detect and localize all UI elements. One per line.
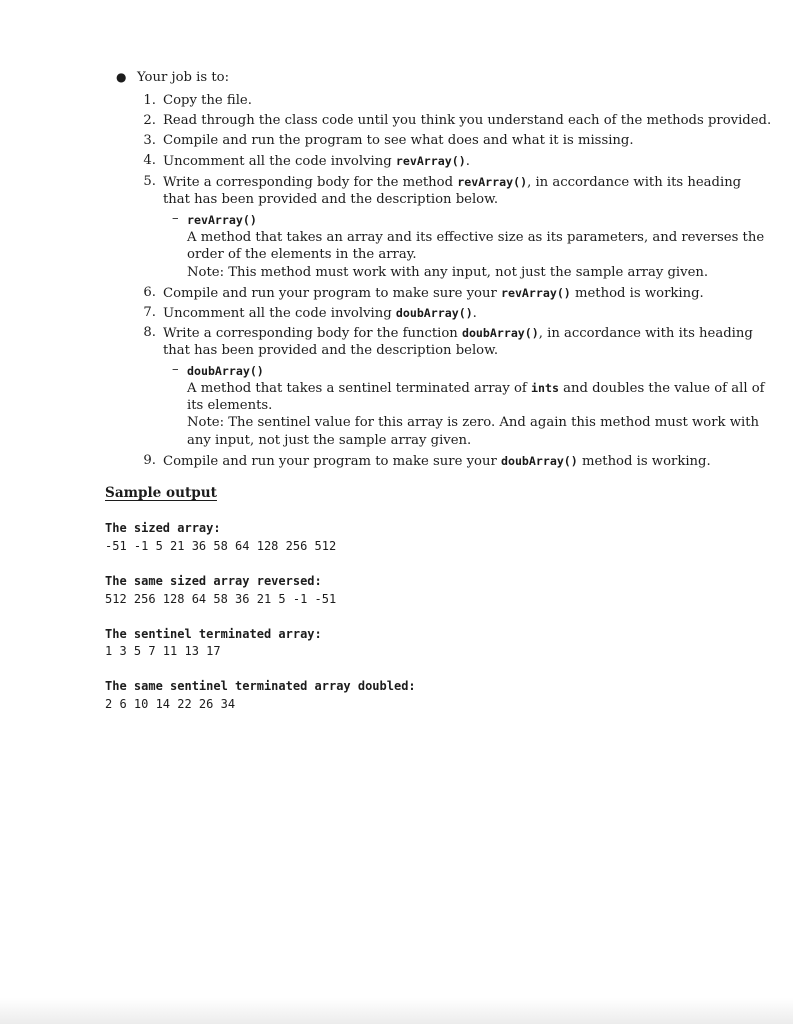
step-text: Write a corresponding body for the method revArray(), in accordance with its heading xyxy=(163,175,742,190)
step-number: 5. xyxy=(143,174,156,189)
sub-rev-desc: A method that takes an array and its effective size as its parameters, and reverses the xyxy=(187,230,765,245)
step-number: 2. xyxy=(143,113,156,128)
sub-dash: – xyxy=(172,362,179,377)
sub-doub-desc: its elements. xyxy=(187,398,273,413)
sub-rev-note: Note: This method must work with any input, not just the sample array given. xyxy=(187,265,709,280)
output-values: 512 256 128 64 58 36 21 5 -1 -51 xyxy=(105,592,337,606)
step-text: Read through the class code until you think you understand each of the methods provided. xyxy=(163,113,772,128)
step-number: 8. xyxy=(143,325,156,340)
step-text: Uncomment all the code involving doubArray(). xyxy=(163,306,477,321)
step-number: 4. xyxy=(143,153,156,168)
sub-dash: – xyxy=(172,211,179,226)
step-text: Copy the file. xyxy=(163,93,252,108)
step-number: 6. xyxy=(143,285,156,300)
sample-output-heading: Sample output xyxy=(105,485,217,501)
output-label: The same sentinel terminated array doubled: xyxy=(105,679,416,693)
output-values: 1 3 5 7 11 13 17 xyxy=(105,644,221,658)
sub-doub-note: any input, not just the sample array given. xyxy=(187,433,472,448)
code-ints: ints xyxy=(531,381,559,395)
step-text-cont: that has been provided and the description below. xyxy=(163,192,499,207)
step-text: Uncomment all the code involving revArray(). xyxy=(163,154,470,169)
sub-doub-note: Note: The sentinel value for this array is zero. And again this method must work with xyxy=(187,415,760,430)
code-doub-array: doubArray() xyxy=(500,454,578,468)
bullet-dot: ● xyxy=(116,70,127,84)
step-text: Compile and run your program to make sure your revArray() method is working. xyxy=(163,286,704,301)
step-text-cont: that has been provided and the description below. xyxy=(163,343,499,358)
code-rev-array: revArray() xyxy=(500,286,571,300)
code-rev-array: revArray() xyxy=(457,175,528,189)
code-doub-array: doubArray() xyxy=(395,306,473,320)
step-text: Write a corresponding body for the function doubArray(), in accordance with its heading xyxy=(163,326,753,341)
output-label: The sized array: xyxy=(105,521,221,535)
step-number: 3. xyxy=(143,133,156,148)
sub-doub-name: doubArray() xyxy=(187,364,264,378)
step-number: 9. xyxy=(143,453,156,468)
sub-doub-desc: A method that takes a sentinel terminated array of ints and doubles the value of all of xyxy=(187,381,765,396)
output-label: The same sized array reversed: xyxy=(105,574,322,588)
sub-rev-desc: order of the elements in the array. xyxy=(187,247,417,262)
step-number: 7. xyxy=(143,305,156,320)
page-bottom-shade xyxy=(0,998,793,1024)
step-text: Compile and run the program to see what does and what it is missing. xyxy=(163,133,634,148)
step-text: Compile and run your program to make sure your doubArray() method is working. xyxy=(163,454,711,469)
intro-text: Your job is to: xyxy=(137,70,230,85)
step-number: 1. xyxy=(143,93,156,108)
code-doub-array: doubArray() xyxy=(461,326,539,340)
output-label: The sentinel terminated array: xyxy=(105,627,322,641)
output-values: 2 6 10 14 22 26 34 xyxy=(105,697,236,711)
output-values: -51 -1 5 21 36 58 64 128 256 512 xyxy=(105,539,337,553)
code-rev-array: revArray() xyxy=(395,154,466,168)
sub-rev-name: revArray() xyxy=(187,213,257,227)
